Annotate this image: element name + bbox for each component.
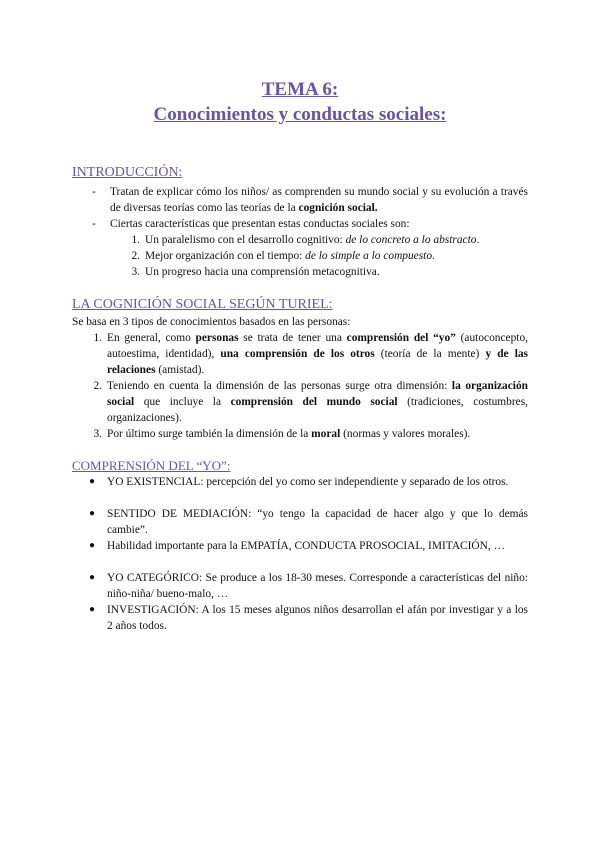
bullet-icon: ● [89, 508, 96, 519]
dash-item-text: Tratan de explicar cómo los niños/ as comprenden su mundo social y su evolución a través de diversas teorías como las teorías de la cognición social. [110, 186, 528, 214]
sub-item-text: Mejor organización con el tiempo: de lo simple a lo compuesto. [145, 250, 435, 262]
section-heading-yo: COMPRENSIÓN DEL “YO”: [72, 458, 231, 473]
list-number: 2. [93, 380, 102, 392]
bullet-text: YO EXISTENCIAL: percepción del yo como ser independiente y separado de los otros. [107, 476, 509, 488]
sub-item-text: Un paralelismo con el desarrollo cognitivo: de lo concreto a lo abstracto. [145, 234, 480, 246]
bullet-text: YO CATEGÓRICO: Se produce a los 18-30 meses. Corresponde a características del niño: niño-niña/ bueno-malo, … [107, 572, 528, 600]
list-number: 3. [131, 266, 140, 278]
list-number: 3. [93, 428, 102, 440]
bullet-icon: ● [89, 476, 96, 487]
turiel-item-text: Teniendo en cuenta la dimensión de las personas surge otra dimensión: la organización social que incluye la comprensión del mundo social (tradiciones, costumbres, organizaciones). [107, 380, 528, 424]
bullet-icon: ● [89, 604, 96, 615]
section-heading-introduccion: INTRODUCCIÓN: [72, 165, 183, 180]
bullet-text: Habilidad importante para la EMPATÍA, CONDUCTA PROSOCIAL, IMITACIÓN, … [107, 540, 505, 552]
section-heading-turiel: LA COGNICIÓN SOCIAL SEGÚN TURIEL: [72, 297, 333, 312]
list-number: 2. [131, 250, 140, 262]
document-title: TEMA 6: [261, 79, 339, 100]
bold-term: cognición social. [298, 202, 378, 214]
bullet-text: INVESTIGACIÓN: A los 15 meses algunos niños desarrollan el afán por investigar y a los 2 años todos. [107, 604, 528, 632]
dash-marker: - [92, 186, 96, 198]
list-number: 1. [93, 332, 102, 344]
list-number: 1. [131, 234, 140, 246]
turiel-intro-text: Se basa en 3 tipos de conocimientos basados en las personas: [72, 316, 351, 328]
turiel-item-text: En general, como personas se trata de tener una comprensión del “yo” (autoconcepto, autoestima, identidad), una comprensión de los otros (teoría de la mente) y de las relaciones (amistad). [107, 332, 528, 376]
turiel-item-text: Por último surge también la dimensión de la moral (normas y valores morales). [107, 428, 471, 440]
dash-item-text: Ciertas características que presentan estas conductas sociales son: [110, 218, 410, 230]
document-subtitle: Conocimientos y conductas sociales: [153, 104, 447, 125]
bullet-text: SENTIDO DE MEDIACIÓN: “yo tengo la capacidad de hacer algo y que lo demás cambie”. [107, 508, 528, 536]
sub-item-text: Un progreso hacia una comprensión metacognitiva. [145, 266, 380, 278]
dash-marker: - [92, 218, 96, 230]
bullet-icon: ● [89, 540, 96, 551]
bullet-icon: ● [89, 572, 96, 583]
